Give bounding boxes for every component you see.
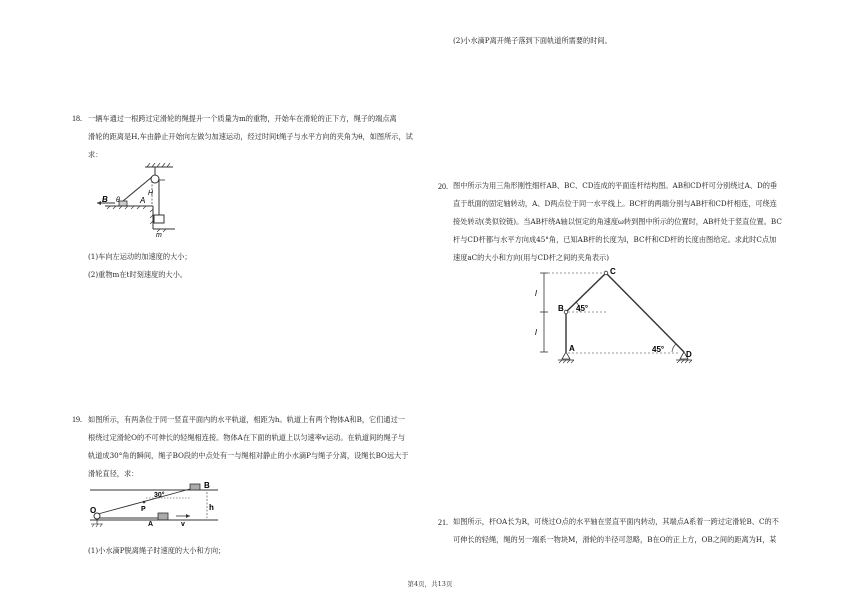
q19-line: 滑轮直径，求： (88, 469, 139, 478)
q19-stem (88, 411, 409, 483)
q20-fig-B: B (558, 304, 564, 313)
q18-sub: (2)重物m在t时刻速度的大小。 (88, 270, 187, 279)
q19-line: 轨道成30°角的瞬间，绳子BO段的中点处有一与绳相对静止的小水滴P与绳子分离，设绳长BO远大于 (88, 451, 409, 460)
q18-fig-m: m (156, 232, 162, 239)
q18-fig-B: B (102, 195, 108, 204)
q19-figure (86, 480, 226, 538)
q20-fig-angle2: 45° (652, 345, 665, 354)
q20-number: 20. (438, 182, 448, 191)
q18-fig-theta: θ (116, 197, 120, 204)
q20-fig-D: D (686, 350, 692, 359)
q18-number: 18. (72, 114, 82, 123)
q19-line: 如图所示，有两条位于同一竖直平面内的水平轨道，相距为h。轨道上有两个物体A和B，它们通过一 (88, 415, 405, 424)
q19-line: 根绕过定滑轮O的不可伸长的轻绳相连接。物体A在下面的轨道上以匀速率v运动。在轨道间的绳子与 (88, 433, 406, 442)
q21-line: 可伸长的轻绳，绳的另一端系一物块M，滑轮的半径可忽略，B在O的正上方，OB之间的距离为H，某 (453, 535, 777, 544)
q19-sub2: (2)小水滴P离开绳子落到下面轨道所需要的时间。 (453, 36, 612, 45)
q19-fig-B: B (204, 481, 210, 490)
q18-line: 滑轮的距离是H,车由静止开始向左做匀加速运动，经过时间t绳子与水平方向的夹角为θ，如图所示，试 (88, 132, 413, 141)
q20-figure (528, 266, 700, 370)
q19-sub: (1)小水滴P脱离绳子时速度的大小和方向； (88, 546, 226, 555)
q18-stem (88, 110, 413, 164)
q20-line: 直于纸面的固定轴转动，A、D两点位于同一水平线上。BC杆的两端分别与AB杆和CD杆相连，可绕连 (453, 199, 777, 208)
q19-fig-h: h (209, 503, 214, 512)
q18-fig-A: A (140, 196, 146, 205)
q20-line: 图中所示为用三角形刚性细杆AB、BC、CD连成的平面连杆结构图。AB和CD杆可分别绕过A、D的垂 (453, 181, 778, 190)
q20-fig-angle1: 45° (576, 304, 589, 313)
q18-sub: (1)车向左运动的加速度的大小； (88, 252, 192, 261)
q20-fig-l2: l (535, 328, 537, 337)
q19-sub2-text (453, 32, 612, 50)
q18-figure (95, 163, 185, 245)
q21-number: 21. (438, 518, 448, 527)
q20-line: 杆与CD杆都与水平方向成45°角，已知AB杆的长度为l，BC杆和CD杆的长度由图给定。求此时C点加 (453, 235, 777, 244)
q18-subs (88, 248, 192, 284)
q19-number: 19. (72, 415, 82, 424)
q20-stem (453, 177, 782, 267)
q19-fig-O: O (90, 506, 97, 515)
q18-line: 一辆车通过一根跨过定滑轮的绳提升一个质量为m的重物，开始车在滑轮的正下方，绳子的端点离 (88, 114, 397, 123)
q20-fig-C: C (610, 267, 616, 276)
q18-fig-H: H (148, 190, 154, 197)
page-footer: 第4页，共13页 (407, 580, 453, 588)
q21-line: 如图所示，杆OA长为R，可绕过O点的水平轴在竖直平面内转动，其端点A系着一跨过定滑轮B、C的不 (453, 517, 779, 526)
q19-fig-angle: 30° (154, 492, 165, 499)
q20-line: 速度aC的大小和方向(用与CD杆之间的夹角表示) (453, 253, 610, 262)
q19-fig-P: P (141, 506, 146, 513)
q19-subs (88, 542, 225, 560)
q18-line: 求： (88, 150, 103, 159)
q21-stem (453, 513, 779, 549)
q19-fig-v: v (181, 521, 185, 528)
q20-fig-A: A (569, 344, 575, 353)
q19-fig-A: A (148, 521, 154, 528)
q20-line: 接处转动(类似铰链)。当AB杆绕A轴以恒定的角速度ω转到图中所示的位置时，AB杆处于竖直位置。BC (453, 217, 782, 226)
q20-fig-l1: l (535, 289, 537, 298)
